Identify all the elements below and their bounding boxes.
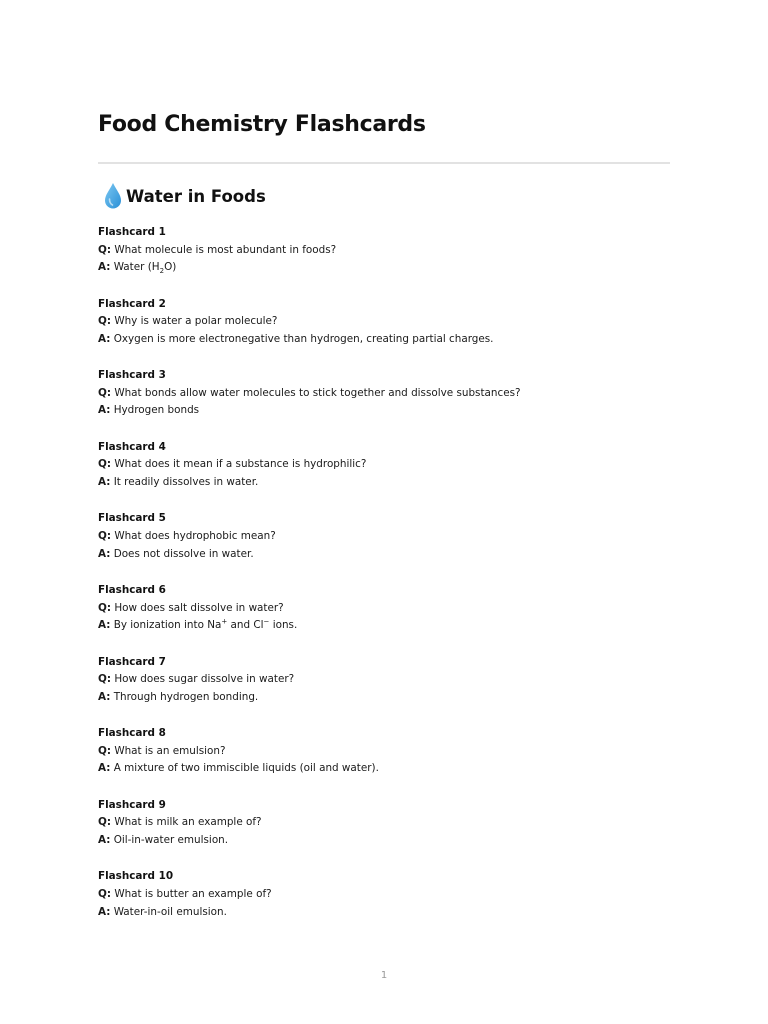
answer-label: A: — [98, 547, 111, 560]
answer-label: A: — [98, 905, 111, 918]
flashcard-question — [98, 242, 670, 260]
flashcard-title: Flashcard 10 — [98, 870, 174, 883]
flashcard-question — [98, 743, 670, 761]
section-title: Water in Foods — [126, 186, 266, 206]
flashcard — [98, 296, 670, 368]
answer-text: Water (H — [113, 261, 160, 274]
flashcard-question — [98, 886, 670, 904]
title-divider — [98, 162, 670, 164]
flashcard — [98, 439, 670, 511]
question-label: Q: — [98, 816, 111, 829]
question-label: Q: — [98, 887, 111, 900]
answer-text-mid: and Cl — [227, 619, 264, 632]
question-label: Q: — [98, 386, 111, 399]
answer-text: A mixture of two immiscible liquids (oil and water). — [113, 762, 379, 775]
flashcard-title: Flashcard 9 — [98, 798, 166, 811]
answer-text: By ionization into Na — [113, 619, 222, 632]
flashcard-title: Flashcard 2 — [98, 297, 166, 310]
flashcard-question — [98, 671, 670, 689]
flashcard-question — [98, 385, 670, 403]
question-label: Q: — [98, 744, 111, 757]
question-text: What is an emulsion? — [114, 744, 226, 757]
flashcard-question — [98, 313, 670, 331]
flashcard — [98, 224, 670, 296]
page-number: 1 — [380, 970, 388, 981]
flashcard — [98, 797, 670, 869]
flashcard-title: Flashcard 4 — [98, 440, 166, 453]
answer-superscript-plus: + — [221, 617, 228, 626]
water-drop-icon — [102, 182, 124, 210]
flashcard-question — [98, 814, 670, 832]
answer-text-end: ions. — [269, 619, 298, 632]
answer-text: Hydrogen bonds — [113, 404, 200, 417]
answer-text: Water-in-oil emulsion. — [113, 905, 227, 918]
page-title: Food Chemistry Flashcards — [98, 112, 426, 137]
answer-label: A: — [98, 833, 111, 846]
answer-label: A: — [98, 404, 111, 417]
flashcard-answer — [98, 259, 670, 277]
flashcard-answer — [98, 689, 670, 707]
flashcard — [98, 654, 670, 726]
flashcard-answer — [98, 546, 670, 564]
flashcard-answer — [98, 904, 670, 922]
question-label: Q: — [98, 529, 111, 542]
question-text: What does hydrophobic mean? — [114, 529, 276, 542]
flashcard — [98, 510, 670, 582]
section-header — [98, 181, 266, 211]
flashcard-answer — [98, 832, 670, 850]
answer-label: A: — [98, 762, 111, 775]
answer-text-end: O) — [164, 261, 177, 274]
answer-text: Oil-in-water emulsion. — [113, 833, 229, 846]
answer-label: A: — [98, 475, 111, 488]
question-text: What molecule is most abundant in foods? — [114, 243, 337, 256]
question-text: How does salt dissolve in water? — [114, 601, 284, 614]
question-label: Q: — [98, 673, 111, 686]
question-text: What does it mean if a substance is hydrophilic? — [114, 458, 367, 471]
flashcard-answer — [98, 331, 670, 349]
flashcard — [98, 868, 670, 940]
question-label: Q: — [98, 601, 111, 614]
flashcard — [98, 367, 670, 439]
flashcard-list — [98, 224, 670, 940]
flashcard-title: Flashcard 6 — [98, 583, 166, 596]
flashcard-title: Flashcard 7 — [98, 655, 166, 668]
flashcard-title: Flashcard 8 — [98, 727, 166, 740]
answer-text: Does not dissolve in water. — [113, 547, 254, 560]
flashcard-answer — [98, 474, 670, 492]
question-text: What is milk an example of? — [114, 816, 262, 829]
flashcard — [98, 725, 670, 797]
answer-label: A: — [98, 619, 111, 632]
flashcard-answer — [98, 402, 670, 420]
answer-subscript: 2 — [159, 267, 165, 276]
flashcard-title: Flashcard 5 — [98, 512, 166, 525]
answer-superscript-minus: − — [263, 617, 270, 626]
answer-text: Through hydrogen bonding. — [113, 690, 259, 703]
question-text: Why is water a polar molecule? — [114, 315, 278, 328]
question-text: What is butter an example of? — [114, 887, 272, 900]
question-label: Q: — [98, 458, 111, 471]
answer-text: Oxygen is more electronegative than hydrogen, creating partial charges. — [113, 332, 494, 345]
flashcard — [98, 582, 670, 654]
flashcard-answer — [98, 617, 670, 635]
question-text: What bonds allow water molecules to stick together and dissolve substances? — [114, 386, 521, 399]
flashcard-title: Flashcard 3 — [98, 369, 166, 382]
flashcard-question — [98, 528, 670, 546]
question-text: How does sugar dissolve in water? — [114, 673, 295, 686]
answer-label: A: — [98, 332, 111, 345]
flashcard-question — [98, 456, 670, 474]
flashcard-question — [98, 600, 670, 618]
answer-label: A: — [98, 261, 111, 274]
question-label: Q: — [98, 315, 111, 328]
answer-label: A: — [98, 690, 111, 703]
flashcard-answer — [98, 760, 670, 778]
question-label: Q: — [98, 243, 111, 256]
answer-text: It readily dissolves in water. — [113, 475, 259, 488]
flashcard-title: Flashcard 1 — [98, 226, 166, 238]
